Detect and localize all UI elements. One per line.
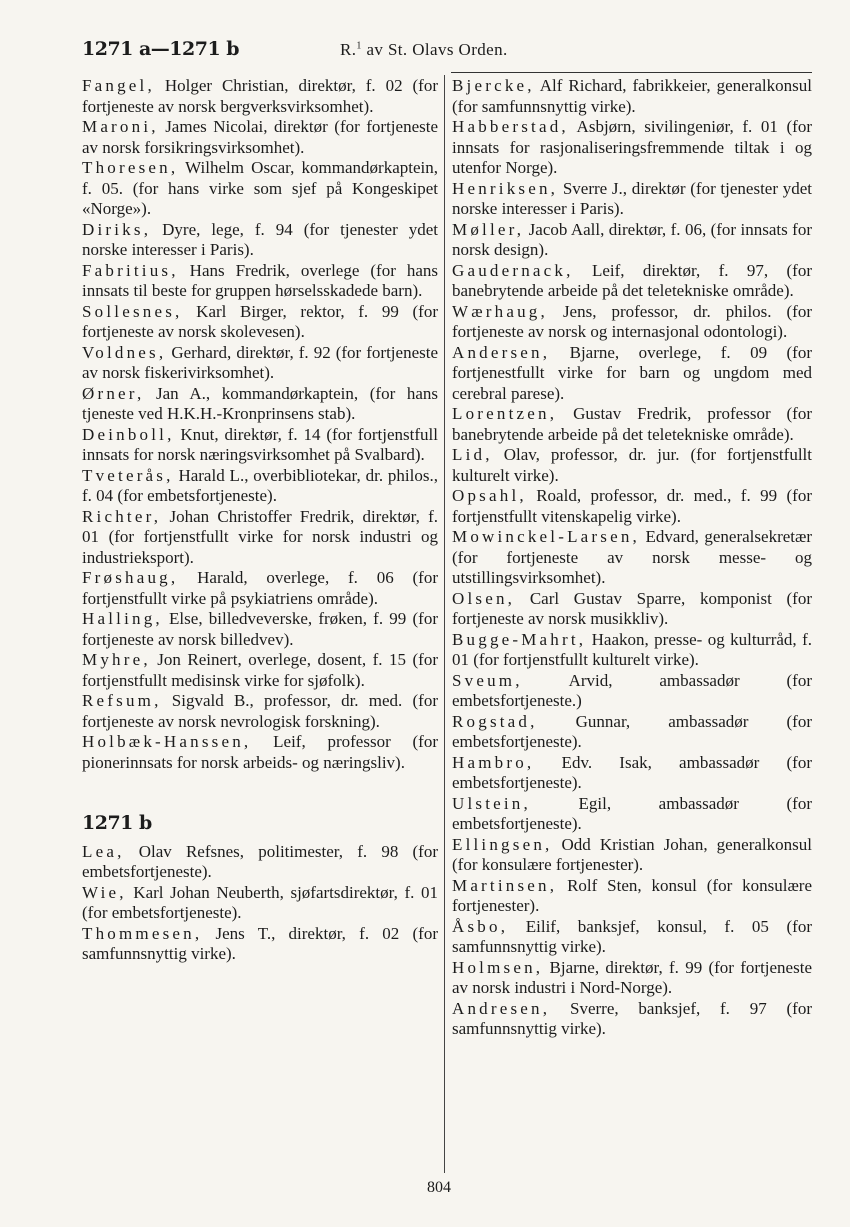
entry-text: Gustav Fredrik, professor (for banebrytende arbeide på det teletekniske område).	[452, 404, 812, 444]
entry-name: Habberstad,	[452, 117, 569, 136]
entry-text: Haakon, presse- og kulturråd, f. 01 (for fortjenstfullt kulturelt virke).	[452, 629, 812, 669]
list-item	[82, 425, 438, 466]
entry-name: Bugge-Mahrt,	[452, 629, 587, 649]
entry-text: Jon Reinert, overlege, dosent, f. 15 (for fortjenstfullt medisinsk virke for sjøfolk).	[82, 650, 438, 690]
entry-name: Andresen,	[452, 998, 551, 1018]
entry-name: Olsen,	[452, 588, 516, 608]
entry-name: Holbæk-Hanssen,	[82, 732, 252, 751]
list-item	[452, 261, 812, 302]
entry-name: Bjercke,	[452, 76, 535, 95]
list-item	[82, 158, 438, 220]
column-divider	[444, 75, 445, 1173]
running-title-rest: av St. Olavs Orden.	[361, 40, 508, 59]
list-item	[452, 958, 812, 999]
entry-name: Mowinckel-Larsen,	[452, 527, 640, 546]
entry-text: Jens, professor, dr. philos. (for fortjeneste av norsk og internasjonal odontologi).	[452, 301, 812, 341]
entry-text: Gunnar, ambassadør (for embetsfortjeneste).	[452, 711, 812, 751]
list-item	[82, 691, 438, 732]
entry-text: Bjarne, direktør, f. 99 (for fortjeneste av norsk industri i Nord-Norge).	[452, 957, 812, 997]
entry-name: Lid,	[452, 445, 493, 464]
entry-name: Halling,	[82, 609, 163, 628]
entry-text: Egil, ambassadør (for embetsfortjeneste).	[452, 793, 812, 833]
left-column	[82, 76, 438, 965]
entry-name: Voldnes,	[82, 342, 167, 362]
right-column	[452, 76, 812, 1040]
entry-name: Fangel,	[82, 76, 155, 95]
entry-name: Sveum,	[452, 670, 523, 690]
list-item	[452, 343, 812, 405]
entry-name: Lea,	[82, 841, 125, 861]
entry-text: Jacob Aall, direktør, f. 06, (for innsats for norsk design).	[452, 219, 812, 259]
entry-name: Hambro,	[452, 752, 535, 772]
list-item	[82, 117, 438, 158]
list-item	[452, 917, 812, 958]
entry-text: Alf Richard, fabrikkeier, generalkonsul (for samfunnsnyttig virke).	[452, 76, 812, 116]
entry-text: Jens T., direktør, f. 02 (for samfunnsnyttig virke).	[82, 923, 438, 963]
entry-text: Gerhard, direktør, f. 92 (for fortjeneste av norsk fiskerivirksomhet).	[82, 342, 438, 382]
entry-name: Tveterås,	[82, 465, 174, 485]
entry-text: Dyre, lege, f. 94 (for tjenester ydet norske interesser i Paris).	[82, 219, 438, 259]
list-item	[82, 220, 438, 261]
section-heading: 1271 b	[82, 812, 152, 834]
list-item	[452, 445, 812, 486]
entry-text: Karl Johan Neuberth, sjøfartsdirektør, f. 01 (for embetsfortjeneste).	[82, 882, 438, 922]
entry-text: Roald, professor, dr. med., f. 99 (for fortjenstfullt vitenskapelig virke).	[452, 486, 812, 526]
entry-text: Else, billedveverske, frøken, f. 99 (for fortjeneste av norsk billedvev).	[82, 609, 438, 649]
entry-text: Rolf Sten, konsul (for konsulære fortjenester).	[452, 875, 812, 915]
list-item	[452, 671, 812, 712]
running-title	[340, 40, 508, 60]
entry-text: Eilif, banksjef, konsul, f. 05 (for samfunnsnyttig virke).	[452, 916, 812, 956]
entry-text: Bjarne, overlege, f. 09 (for fortjenestfullt virke for barn og ungdom med cerebral parese).	[452, 342, 812, 403]
entry-name: Ulstein,	[452, 793, 531, 813]
entry-name: Åsbo,	[452, 916, 509, 936]
entry-text: Wilhelm Oscar, kommandørkaptein, f. 05. (for hans virke som sjef på Kongeskipet «Norge»).	[82, 158, 438, 218]
entry-name: Maroni,	[82, 117, 159, 136]
entry-text: Knut, direktør, f. 14 (for fortjenstfull innsats for norsk næringsvirksomhet på Svalbard).	[82, 424, 438, 464]
entry-name: Ørner,	[82, 383, 145, 403]
entry-name: Refsum,	[82, 691, 162, 710]
list-item	[452, 589, 812, 630]
entry-name: Frøshaug,	[82, 568, 179, 587]
list-item	[452, 220, 812, 261]
entry-text: Karl Birger, rektor, f. 99 (for fortjeneste av norsk skolevesen).	[82, 301, 438, 341]
list-item	[452, 999, 812, 1040]
header-rule	[451, 72, 812, 73]
list-item	[452, 630, 812, 671]
entry-text: Sverre, banksjef, f. 97 (for samfunnsnyttig virke).	[452, 998, 812, 1038]
list-item	[452, 179, 812, 220]
entry-text: Harald, overlege, f. 06 (for fortjenstfullt virke på psykiatriens område).	[82, 568, 438, 608]
list-item	[452, 302, 812, 343]
list-item	[82, 302, 438, 343]
entry-name: Lorentzen,	[452, 404, 558, 423]
running-title-prefix: R.	[340, 40, 357, 59]
section-entry-list	[82, 842, 438, 965]
entry-text: Leif, direktør, f. 97, (for banebrytende arbeide på det teletekniske område).	[452, 260, 812, 300]
list-item	[82, 732, 438, 773]
entry-name: Henriksen,	[452, 178, 559, 198]
entry-name: Gaudernack,	[452, 260, 574, 280]
entry-text: Carl Gustav Sparre, komponist (for fortjeneste av norsk musikkliv).	[452, 588, 812, 628]
entry-name: Rogstad,	[452, 711, 538, 731]
list-item	[452, 712, 812, 753]
entry-text: Jan A., kommandørkaptein, (for hans tjeneste ved H.K.H.-Kronprinsens stab).	[82, 383, 438, 423]
entry-name: Diriks,	[82, 219, 152, 239]
entry-text: Edvard, generalsekretær (for fortjeneste av norsk messe- og utstillingsvirksomhet).	[452, 527, 812, 587]
list-item	[452, 876, 812, 917]
list-item	[82, 650, 438, 691]
entry-name: Holmsen,	[452, 957, 544, 977]
entry-text: Asbjørn, sivilingeniør, f. 01 (for innsats for rasjonaliseringsfremmende tiltak i og utenfor Norge).	[452, 117, 812, 177]
entry-text: Holger Christian, direktør, f. 02 (for fortjeneste av norsk bergverksvirksomhet).	[82, 76, 438, 116]
entry-name: Myhre,	[82, 650, 151, 669]
entry-text: Johan Christoffer Fredrik, direktør, f. 01 (for fortjenstfullt virke for norsk industri og industrieksport).	[82, 506, 438, 567]
entry-name: Andersen,	[452, 342, 551, 362]
entry-text: Olav, professor, dr. jur. (for fortjenstfullt kulturelt virke).	[452, 445, 812, 485]
running-title-sup: 1	[356, 40, 362, 52]
list-item	[82, 384, 438, 425]
list-item	[82, 507, 438, 569]
list-item	[452, 404, 812, 445]
list-item	[452, 527, 812, 589]
page-header	[82, 38, 812, 72]
list-item	[82, 883, 438, 924]
entry-text: Harald L., overbibliotekar, dr. philos., f. 04 (for embetsfortjeneste).	[82, 465, 438, 505]
list-item	[82, 924, 438, 965]
entry-name: Ellingsen,	[452, 834, 553, 854]
entry-name: Thommesen,	[82, 923, 203, 943]
entry-text: Arvid, ambassadør (for embetsfortjeneste.)	[452, 670, 812, 710]
entry-text: James Nicolai, direktør (for fortjeneste av norsk forsikringsvirksomhet).	[82, 117, 438, 157]
entry-text: Odd Kristian Johan, generalkonsul (for konsulære fortjenester).	[452, 834, 812, 874]
entry-name: Sollesnes,	[82, 301, 183, 321]
list-item	[82, 466, 438, 507]
entry-text: Edv. Isak, ambassadør (for embetsfortjeneste).	[452, 752, 812, 792]
list-item	[452, 835, 812, 876]
entry-name: Wie,	[82, 882, 127, 902]
left-entry-list	[82, 76, 438, 773]
entry-name: Martinsen,	[452, 875, 558, 895]
right-entry-list	[452, 76, 812, 1040]
page-number: 804	[427, 1179, 451, 1196]
entry-name: Deinboll,	[82, 424, 175, 444]
list-item	[452, 753, 812, 794]
list-item	[82, 76, 438, 117]
entry-name: Richter,	[82, 506, 162, 526]
section-code: 1271 a—1271 b	[82, 38, 240, 60]
list-item	[82, 343, 438, 384]
entry-name: Møller,	[452, 219, 525, 239]
entry-text: Sverre J., direktør (for tjenester ydet norske interesser i Paris).	[452, 178, 812, 218]
entry-text: Leif, professor (for pionerinnsats for norsk arbeids- og næringsliv).	[82, 732, 438, 772]
list-item	[452, 486, 812, 527]
list-item	[452, 117, 812, 179]
list-item	[452, 794, 812, 835]
list-item	[82, 568, 438, 609]
entry-text: Olav Refsnes, politimester, f. 98 (for embetsfortjeneste).	[82, 841, 438, 881]
entry-text: Hans Fredrik, overlege (for hans innsats til beste for gruppen hørselsskadede barn).	[82, 260, 438, 300]
entry-name: Thoresen,	[82, 158, 179, 177]
list-item	[82, 609, 438, 650]
entry-name: Wærhaug,	[452, 301, 548, 321]
list-item	[82, 261, 438, 302]
list-item	[452, 76, 812, 117]
entry-name: Fabritius,	[82, 260, 179, 280]
list-item	[82, 842, 438, 883]
entry-text: Sigvald B., professor, dr. med. (for fortjeneste av norsk nevrologisk forskning).	[82, 691, 438, 731]
entry-name: Opsahl,	[452, 486, 527, 505]
